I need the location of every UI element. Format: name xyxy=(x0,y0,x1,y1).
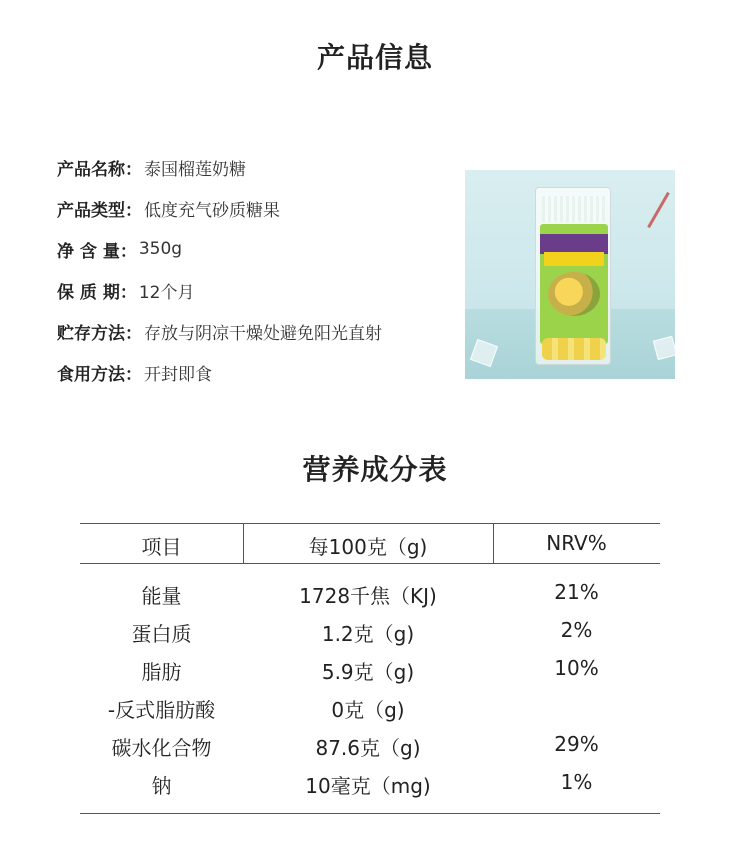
label-text-strip xyxy=(544,252,604,266)
row-item: 碳水化合物 xyxy=(111,736,212,760)
bag-label xyxy=(540,224,608,344)
candy-bag xyxy=(535,187,611,365)
row-nrv: 2% xyxy=(560,618,593,642)
info-row-shelf-life xyxy=(57,278,194,302)
info-row-storage xyxy=(57,319,382,343)
info-value: 存放与阴凉干燥处避免阳光直射 xyxy=(144,323,382,344)
info-row-net-weight xyxy=(57,237,182,261)
product-info-title: 产品信息 xyxy=(316,41,433,74)
info-row-usage xyxy=(57,360,212,384)
bag-seal xyxy=(542,196,606,222)
info-row-type xyxy=(57,196,280,220)
row-item: -反式脂肪酸 xyxy=(107,698,216,722)
info-value: 开封即食 xyxy=(144,364,212,385)
info-label: 产品类型： xyxy=(57,200,142,221)
info-value: 12个月 xyxy=(138,282,195,303)
info-label: 贮存方法： xyxy=(57,323,142,344)
product-photo xyxy=(465,170,675,379)
row-value: 0克（g) xyxy=(331,698,405,722)
info-value: 低度充气砂质糖果 xyxy=(144,200,280,221)
info-value: 泰国榴莲奶糖 xyxy=(144,159,246,180)
info-label: 保 质 期： xyxy=(57,282,137,303)
row-item: 蛋白质 xyxy=(131,622,192,646)
header-per-100g: 每100克（g) xyxy=(308,535,428,559)
table-bottom-rule xyxy=(80,813,660,814)
info-label: 食用方法： xyxy=(57,364,142,385)
ice-cube xyxy=(653,336,675,360)
row-nrv: 21% xyxy=(554,580,599,604)
info-label: 净 含 量： xyxy=(57,241,137,262)
row-nrv: 10% xyxy=(554,656,599,680)
info-label: 产品名称： xyxy=(57,159,142,180)
row-item: 脂肪 xyxy=(141,660,182,684)
row-nrv: 29% xyxy=(554,732,599,756)
header-nrv: NRV% xyxy=(546,531,607,555)
row-item: 能量 xyxy=(141,584,182,608)
row-value: 1728千焦（KJ) xyxy=(299,584,437,608)
table-top-rule xyxy=(80,523,660,524)
row-value: 10毫克（mg) xyxy=(305,774,431,798)
row-value: 87.6克（g) xyxy=(315,736,421,760)
row-item: 钠 xyxy=(151,774,172,798)
row-nrv: 1% xyxy=(560,770,593,794)
table-header-rule xyxy=(80,563,660,564)
durian-image xyxy=(548,272,600,316)
info-value: 350g xyxy=(138,239,183,259)
nutrition-title: 营养成分表 xyxy=(302,453,448,486)
header-item: 项目 xyxy=(141,535,182,559)
row-value: 5.9克（g) xyxy=(321,660,415,684)
info-row-name xyxy=(57,155,246,179)
decor-twig xyxy=(647,192,670,228)
candies-visible xyxy=(542,338,606,360)
row-value: 1.2克（g) xyxy=(321,622,415,646)
label-band xyxy=(540,234,608,254)
